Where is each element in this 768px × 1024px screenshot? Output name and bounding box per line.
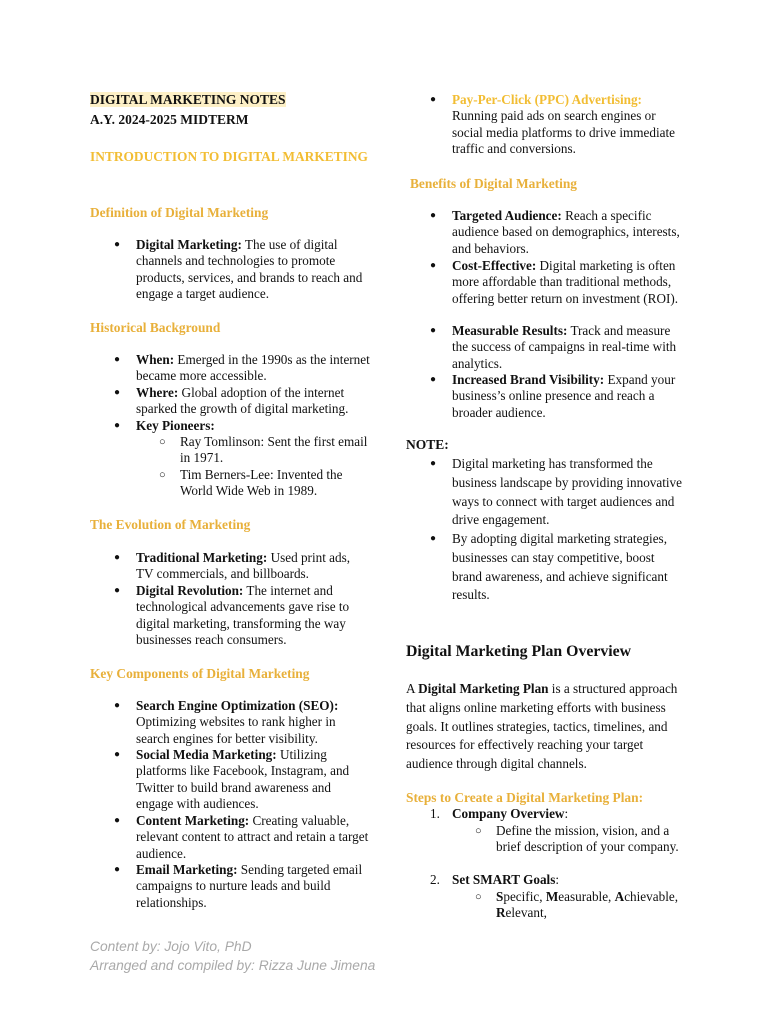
list-item: ● Email Marketing: Sending targeted email campaigns to nurture leads and build relationships. [136, 862, 370, 911]
list-item: ● Digital Revolution: The internet and technological advancements gave rise to digital marketing, transforming the way businesses reach consumers. [136, 583, 370, 649]
history-heading: Historical Background [90, 320, 221, 335]
evolution-heading: The Evolution of Marketing [90, 517, 251, 532]
plan-paragraph: A Digital Marketing Plan is a structured approach that aligns online marketing efforts with business goals. It outlines strategies, tactics, timelines, and resources for effectively reaching your target audience through digital channels. [406, 681, 678, 772]
list-item: ● Targeted Audience: Reach a specific audience based on demographics, interests, and behaviors. [452, 208, 684, 257]
sub-list-item: ○ Ray Tomlinson: Sent the first email in 1971. [180, 434, 370, 467]
list-item: ● Search Engine Optimization (SEO): Optimizing websites to rank higher in search engines for better visibility. [136, 698, 370, 747]
sub-list-item: ○ Define the mission, vision, and a brief description of your company. [496, 823, 688, 856]
step-item: 2. Set SMART Goals: [430, 872, 560, 887]
list-item: ● Cost-Effective: Digital marketing is often more affordable than traditional methods, offering better return on investment (ROI). [452, 258, 684, 307]
plan-heading: Digital Marketing Plan Overview [406, 643, 632, 660]
components-heading: Key Components of Digital Marketing [90, 666, 310, 681]
list-item: ● Pay-Per-Click (PPC) Advertising: Running paid ads on search engines or social media platforms to drive immediate traffic and conversions. [452, 92, 684, 158]
doc-title: DIGITAL MARKETING NOTES [90, 92, 286, 107]
list-item: ● Traditional Marketing: Used print ads, TV commercials, and billboards. [136, 550, 370, 583]
list-item: ● Social Media Marketing: Utilizing platforms like Facebook, Instagram, and Twitter to build brand awareness and engage with audiences. [136, 747, 370, 813]
benefits-heading: Benefits of Digital Marketing [410, 176, 577, 191]
footer-arranged-by: Arranged and compiled by: Rizza June Jimena [90, 958, 376, 973]
list-item: ● Where: Global adoption of the internet sparked the growth of digital marketing. [136, 385, 370, 418]
list-item: ● Measurable Results: Track and measure the success of campaigns in real-time with analytics. [452, 323, 684, 372]
steps-heading: Steps to Create a Digital Marketing Plan: [406, 790, 644, 805]
list-item: ● Digital Marketing: The use of digital channels and technologies to promote products, services, and brands to reach and engage a target audience. [136, 237, 370, 303]
definition-heading: Definition of Digital Marketing [90, 205, 269, 220]
step-item: 1. Company Overview: [430, 806, 569, 821]
list-item: ● Key Pioneers: [136, 418, 370, 434]
note-heading: NOTE: [406, 437, 449, 452]
list-item: ● Content Marketing: Creating valuable, relevant content to attract and retain a target audience. [136, 813, 370, 862]
sub-list-item: ○ Specific, Measurable, Achievable, Relevant, [496, 889, 688, 922]
intro-heading: INTRODUCTION TO DIGITAL MARKETING [90, 149, 368, 164]
list-item: ● When: Emerged in the 1990s as the internet became more accessible. [136, 352, 370, 385]
list-item: ● By adopting digital marketing strategies, businesses can stay competitive, boost brand awareness, and achieve significant results. [452, 530, 684, 605]
list-item: ● Digital marketing has transformed the business landscape by providing innovative ways to connect with target audiences and drive engagement. [452, 455, 684, 530]
sub-list-item: ○ Tim Berners-Lee: Invented the World Wide Web in 1989. [180, 467, 370, 500]
doc-subtitle: A.Y. 2024-2025 MIDTERM [90, 112, 249, 127]
footer-content-by: Content by: Jojo Vito, PhD [90, 939, 252, 954]
list-item: ● Increased Brand Visibility: Expand your business’s online presence and reach a broader audience. [452, 372, 684, 421]
